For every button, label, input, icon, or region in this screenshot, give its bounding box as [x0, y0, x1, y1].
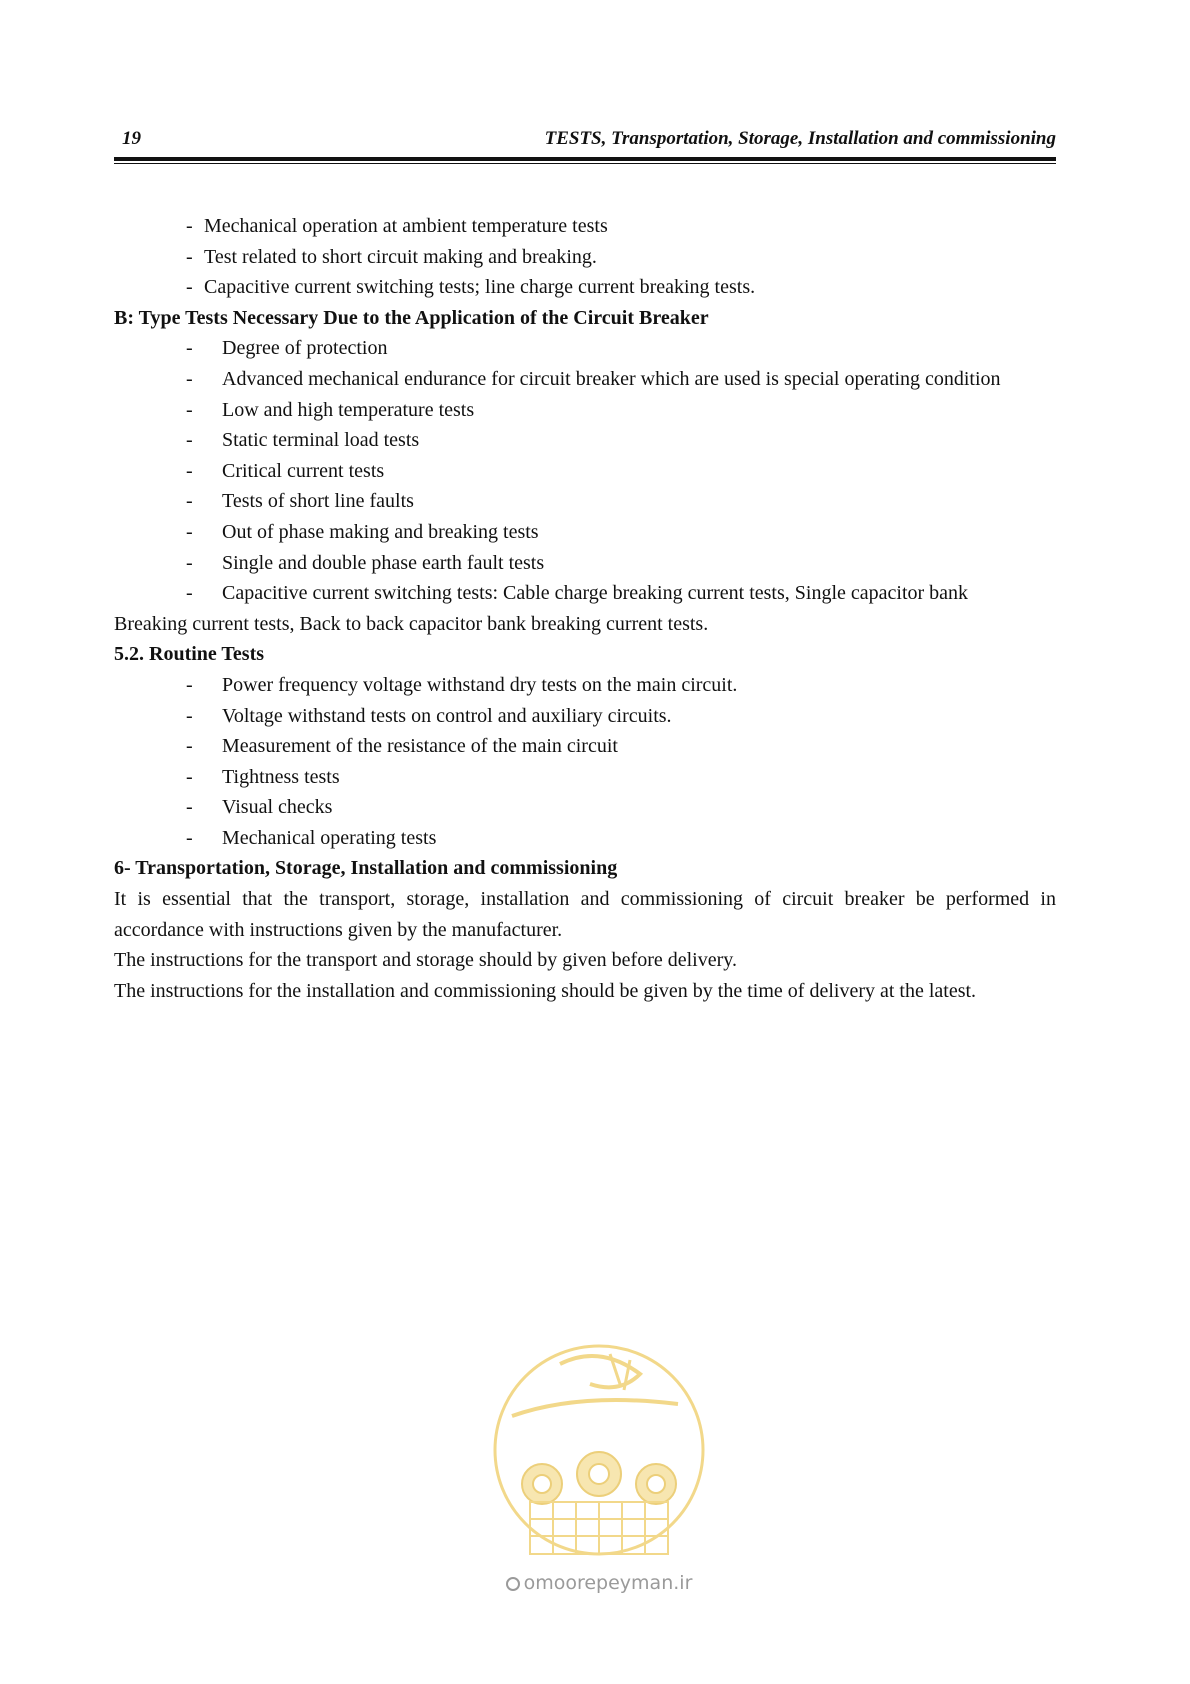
running-title: TESTS, Transportation, Storage, Installation and commissioning [544, 128, 1056, 149]
list-item: - Critical current tests [186, 456, 1056, 487]
logo-grid [530, 1502, 668, 1554]
list-item: - Mechanical operation at ambient temperature tests [186, 211, 1056, 242]
section-b-continuation: Breaking current tests, Back to back capacitor bank breaking current tests. [114, 612, 709, 635]
list-item: - Tightness tests [186, 762, 1056, 793]
dash-bullet: - [186, 245, 193, 268]
globe-icon [506, 1577, 520, 1591]
dash-bullet: - [186, 215, 193, 237]
dash-bullet: - [186, 367, 193, 390]
logo-swoosh [512, 1400, 678, 1416]
list-item: - Measurement of the resistance of the main circuit [186, 731, 1056, 762]
list-item: - Test related to short circuit making and breaking. [186, 242, 1056, 273]
list-item: - Tests of short line faults [186, 486, 1056, 517]
list-item: - Power frequency voltage withstand dry tests on the main circuit. [186, 670, 1056, 701]
list-item: - Low and high temperature tests [186, 395, 1056, 426]
list-item: - Advanced mechanical endurance for circuit breaker which are used is special operating condition [186, 364, 1056, 395]
section-52-list [186, 670, 1056, 854]
dash-bullet: - [186, 735, 193, 758]
list-item: - Mechanical operating tests [186, 823, 1056, 854]
paragraph: The instructions for the transport and storage should by given before delivery. [114, 949, 737, 972]
dash-bullet: - [186, 337, 193, 360]
list-item: - Single and double phase earth fault tests [186, 548, 1056, 579]
section-52-heading: 5.2. Routine Tests [114, 643, 265, 666]
page-body [114, 211, 1056, 1006]
list-item: - Capacitive current switching tests: Cable charge breaking current tests, Single capacitor bank [186, 578, 1056, 609]
list-item: - Out of phase making and breaking tests [186, 517, 1056, 548]
list-item: - Capacitive current switching tests; line charge current breaking tests. [186, 272, 1056, 303]
dash-bullet: - [186, 582, 193, 605]
dash-bullet: - [186, 276, 193, 299]
dash-bullet: - [186, 796, 193, 819]
running-header [114, 128, 1056, 152]
dash-bullet: - [186, 551, 193, 574]
section-b-list [186, 333, 1056, 608]
list-item: - Voltage withstand tests on control and auxiliary circuits. [186, 701, 1056, 732]
dash-bullet: - [186, 459, 193, 482]
list-item: - Visual checks [186, 792, 1056, 823]
paragraph: It is essential that the transport, storage, installation and commissioning of circuit breaker be performed in accordance with instructions given by the manufacturer. [114, 888, 1056, 941]
dash-bullet: - [186, 826, 193, 849]
header-rule-thick [114, 157, 1056, 161]
dash-bullet: - [186, 704, 193, 727]
section-b-heading: B: Type Tests Necessary Due to the Application of the Circuit Breaker [114, 306, 709, 329]
dash-bullet: - [186, 490, 193, 513]
dash-bullet: - [186, 520, 193, 543]
dash-bullet: - [186, 429, 193, 452]
dash-bullet: - [186, 765, 193, 788]
list-item: - Static terminal load tests [186, 425, 1056, 456]
header-rule-thin [114, 163, 1056, 164]
dash-bullet: - [186, 673, 193, 696]
watermark-logo [490, 1334, 708, 1574]
dash-bullet: - [186, 398, 193, 421]
page-number: 19 [122, 128, 141, 149]
paragraph: The instructions for the installation and commissioning should be given by the time of delivery at the latest. [114, 979, 977, 1002]
list-a [186, 211, 1056, 303]
section-6-heading: 6- Transportation, Storage, Installation and commissioning [114, 857, 618, 880]
watermark-caption: omoorepeyman.ir [490, 1572, 708, 1594]
list-item: - Degree of protection [186, 333, 1056, 364]
